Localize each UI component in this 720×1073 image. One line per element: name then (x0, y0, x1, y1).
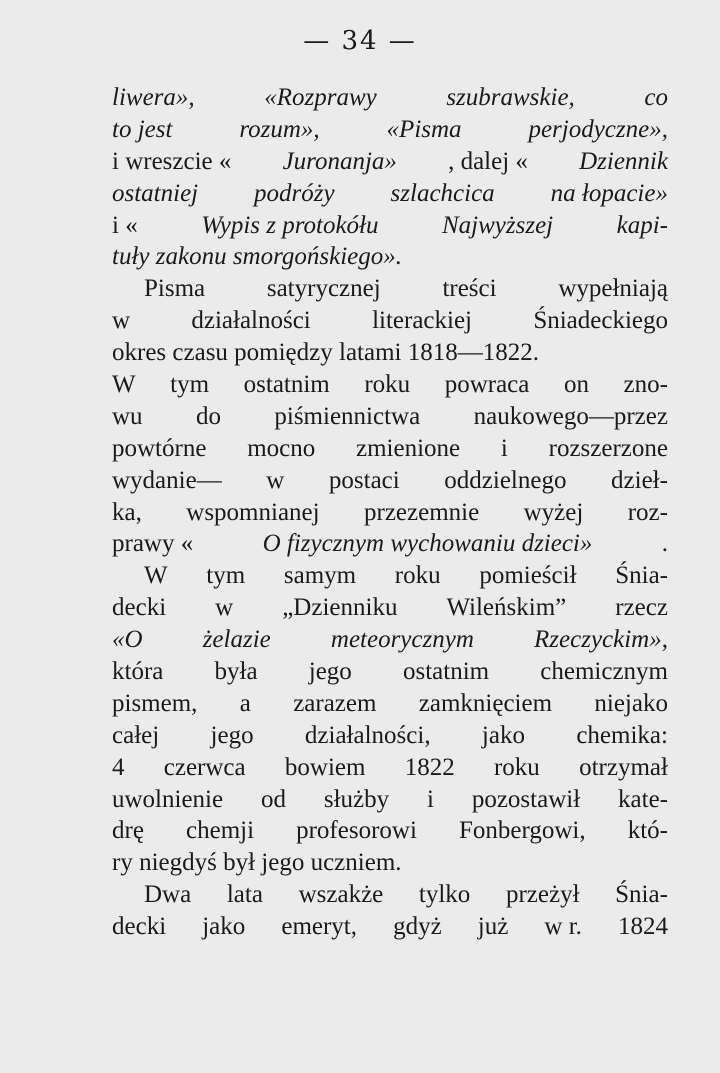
word: prawy « (112, 530, 194, 558)
word: W (144, 562, 168, 590)
word: Najwyższej (442, 211, 554, 239)
word: mocno (247, 434, 316, 462)
text-line (112, 815, 668, 847)
word: ostatniej (112, 179, 199, 207)
text-line (112, 752, 668, 784)
word: otrzymał (579, 753, 668, 781)
word: «O (112, 626, 143, 654)
word: jako (202, 913, 246, 941)
text-line (112, 879, 668, 911)
word: uwolnienie (112, 785, 224, 813)
word: pomieścił (479, 562, 577, 590)
word: całej (112, 721, 160, 749)
word: zamknięciem (418, 689, 553, 717)
word: szlachcica (390, 179, 495, 207)
word: pismem, (112, 689, 198, 717)
word: piśmiennictwa (274, 402, 421, 430)
word: «Pisma (386, 115, 462, 143)
word: chemika: (576, 721, 668, 749)
word: zmienione (356, 434, 461, 462)
text-line (112, 592, 668, 624)
word: bowiem (284, 753, 366, 781)
text-line (112, 847, 668, 879)
word: rozszerzone (548, 434, 668, 462)
text-line (112, 624, 668, 656)
word: tylko (418, 881, 471, 909)
word: decki (112, 594, 167, 622)
word: działalności (191, 307, 311, 335)
word: niejako (594, 689, 668, 717)
word: W (112, 371, 136, 399)
word: w r. (544, 913, 582, 941)
word: roku (493, 753, 540, 781)
word: , dalej « (448, 147, 528, 175)
text-line (112, 273, 668, 305)
word: 1824 (617, 913, 668, 941)
text-line (112, 497, 668, 529)
word: podróży (254, 179, 335, 207)
word: Wileńskim” (446, 594, 567, 622)
word: i (427, 785, 434, 813)
text-line (112, 560, 668, 592)
word: jako (481, 721, 525, 749)
text-line (112, 528, 668, 560)
word: chemji (186, 817, 255, 845)
page-number: — 34 — (303, 26, 417, 56)
word: kapi- (616, 211, 668, 239)
word: i « (112, 211, 138, 239)
text-line (112, 337, 668, 369)
word: rozum», (239, 115, 320, 143)
word: 4 (112, 753, 125, 781)
word: liwera», (112, 84, 195, 111)
word: Dwa (144, 881, 192, 909)
word: emeryt, (281, 913, 358, 941)
word: profesorowi (296, 817, 417, 845)
word: tuły zakonu smorgońskiego». (112, 243, 403, 271)
word: od (260, 785, 286, 813)
word: która (112, 658, 164, 686)
word: roz- (627, 498, 668, 526)
word: działalności, (304, 721, 431, 749)
word: meteorycznym (330, 626, 474, 654)
text-line (112, 114, 668, 146)
text-line (112, 82, 668, 114)
word: Dziennik (579, 147, 668, 175)
word: satyrycznej (266, 275, 381, 303)
word: rzecz (615, 594, 668, 622)
word: pozostawił (471, 785, 581, 813)
word: tym (206, 562, 246, 590)
word: oddzielnego (444, 466, 567, 494)
word: samym (283, 562, 357, 590)
word: naukowego—przez (473, 402, 668, 430)
word: kate- (618, 785, 668, 813)
text-line (112, 688, 668, 720)
word: w (112, 307, 131, 335)
text-line (112, 465, 668, 497)
word: wyżej (523, 498, 584, 526)
word: służby (323, 785, 390, 813)
word: żelazie (202, 626, 271, 654)
text-line (112, 433, 668, 465)
text-line (112, 241, 668, 273)
text-line (112, 720, 668, 752)
text-line (112, 369, 668, 401)
text-line (112, 911, 668, 943)
word: Juronanja» (282, 147, 397, 175)
word: Fonbergowi, (459, 817, 586, 845)
word: Śnia- (615, 562, 668, 590)
text-line (112, 178, 668, 210)
word: zno- (623, 371, 668, 399)
text-line (112, 401, 668, 433)
word: . (661, 530, 668, 558)
body-text (112, 82, 668, 943)
word: ostatnim (402, 658, 490, 686)
word: Wypis z protokółu (201, 211, 379, 239)
word: O fizycznym wychowaniu dzieci» (262, 530, 593, 558)
word: decki (112, 913, 167, 941)
word: Śniadeckiego (533, 307, 668, 335)
word: chemicznym (540, 658, 668, 686)
word: jego (308, 658, 352, 686)
text-line (112, 146, 668, 178)
word: jego (210, 721, 254, 749)
word: roku (364, 371, 411, 399)
word: ka, (112, 498, 142, 526)
word: «Rozprawy (264, 84, 377, 111)
word: okres czasu pomiędzy latami 1818—1822. (112, 339, 539, 367)
word: już (477, 913, 509, 941)
word: treści (442, 275, 497, 303)
word: Śnia- (615, 881, 668, 909)
text-line (112, 210, 668, 242)
word: ostatnim (243, 371, 330, 399)
word: Rzeczyckim», (534, 626, 668, 654)
word: lata (226, 881, 263, 909)
word: przeżył (505, 881, 580, 909)
word: perjodyczne», (528, 115, 668, 143)
word: literackiej (372, 307, 473, 335)
text-line (112, 656, 668, 688)
word: 1822 (404, 753, 455, 781)
word: roku (394, 562, 441, 590)
word: wszakże (298, 881, 384, 909)
word: wypełniają (558, 275, 668, 303)
word: i (500, 434, 508, 462)
word: dzieł- (611, 466, 668, 494)
word: powtórne (112, 434, 207, 462)
word: a (239, 689, 251, 717)
word: na łopacie» (550, 179, 668, 207)
word: ry niegdyś był jego uczniem. (112, 849, 402, 877)
word: w (215, 594, 234, 622)
word: to jest (112, 115, 173, 143)
word: i wreszcie « (112, 147, 232, 175)
word: zarazem (293, 689, 377, 717)
word: czerwca (163, 753, 246, 781)
word: on (563, 371, 589, 399)
word: co (644, 84, 668, 111)
word: była (214, 658, 258, 686)
word: „Dzienniku (282, 594, 398, 622)
word: Pisma (144, 275, 206, 303)
word: szubrawskie, (446, 84, 575, 111)
text-line (112, 305, 668, 337)
word: wspomnianej (186, 498, 320, 526)
word: do (195, 402, 221, 430)
word: wu (112, 402, 143, 430)
word: gdyż (393, 913, 442, 941)
word: postaci (328, 466, 400, 494)
word: któ- (627, 817, 668, 845)
word: drę (112, 817, 144, 845)
word: w (266, 466, 285, 494)
text-line (112, 784, 668, 816)
word: wydanie— (112, 466, 222, 494)
word: powraca (444, 371, 530, 399)
word: przezemnie (364, 498, 480, 526)
word: tym (170, 371, 210, 399)
